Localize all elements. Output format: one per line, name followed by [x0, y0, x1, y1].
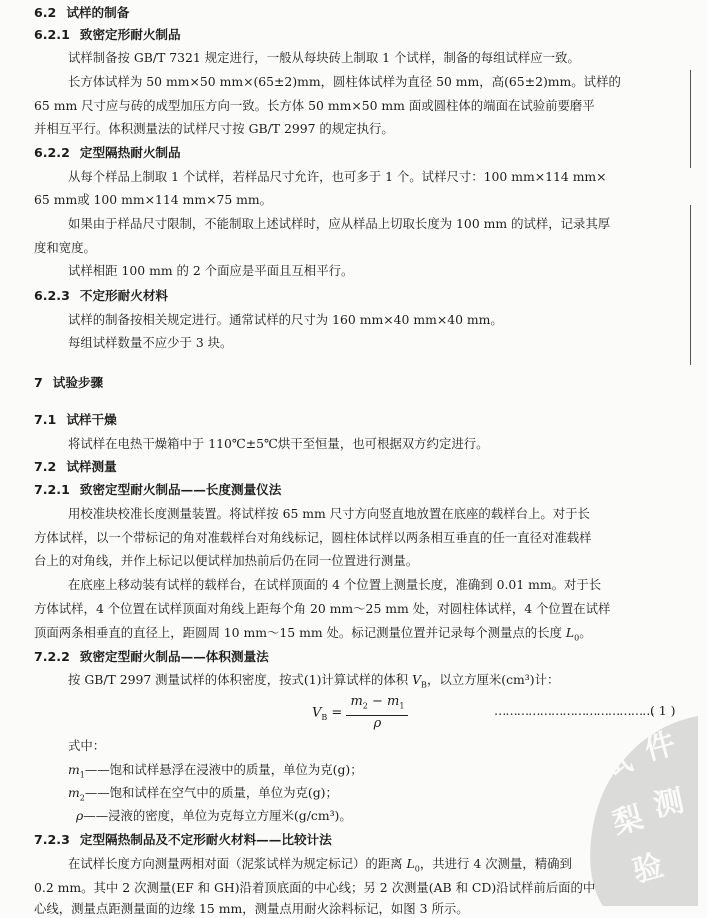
- where-label: 式中：: [68, 738, 106, 753]
- paragraph-line: 65 mm 尺寸应与砖的成型加压方向一致。长方体 50 mm×50 mm 面或圆柱体的端面在试验前要磨平: [34, 98, 595, 113]
- heading-6-2: 6.2 试样的制备: [34, 5, 130, 20]
- paragraph-line: 试样的制备按相关规定进行。通常试样的尺寸为 160 mm×40 mm×40 mm。: [68, 312, 503, 327]
- paragraph-line: 台上的对角线，并作上标记以便试样加热前后仍在同一位置进行测量。: [34, 553, 419, 568]
- paragraph-line: 每组试样数量不应少于 3 块。: [68, 335, 233, 350]
- definition-m1: $m_1——$饱和试样悬浮在浸液中的质量，单位为克(g)；: [68, 762, 363, 780]
- paragraph-line: 方体试样，以一个带标记的角对准载样台对角线标记，圆柱体试样以两条相互垂直的任一直径对准载样: [34, 530, 592, 545]
- formula-leader-dots: ……………………………………: [494, 703, 654, 718]
- paragraph-line: 长方体试样为 50 mm×50 mm×(65±2)mm，圆柱体试样为直径 50 mm，高(65±2)mm。试样的: [68, 74, 621, 89]
- watermark-stamp: [548, 696, 698, 906]
- paragraph-line: 将试样在电热干燥箱中于 110℃±5℃烘干至恒量，也可根据双方约定进行。: [68, 436, 489, 451]
- paragraph-line: 按 GB/T 2997 测量试样的体积密度，按式(1)计算试样的体积 $V_B$，以立方厘米(cm³)计：: [68, 672, 560, 690]
- paragraph-line: 0.2 mm。其中 2 次测量(EF 和 GH)沿着顶底面的中心线；另 2 次测量(AB 和 CD)沿试样前后面的中: [34, 880, 596, 895]
- paragraph-line: 度和宽度。: [34, 240, 96, 255]
- formula-number: ( 1 ): [650, 703, 676, 718]
- paragraph-line: 试样制备按 GB/T 7321 规定进行，一般从每块砖上制取 1 个试样，制备的每组试样应一致。: [68, 50, 580, 65]
- paragraph-line: 65 mm或 100 mm×114 mm×75 mm。: [34, 192, 273, 207]
- paragraph-line: 如果由于样品尺寸限制，不能制取上述试样时，应从样品上切取长度为 100 mm 的试样，记录其厚: [68, 216, 611, 231]
- definition-rho: ρ——浸液的密度，单位为克每立方厘米(g/cm³)。: [76, 808, 352, 823]
- paragraph-line: 顶面两条相垂直的直径上，距圆周 10 mm～15 mm 处。标记测量位置并记录每个测量点的长度 $L_0$。: [34, 625, 592, 643]
- paragraph-line: 试样相距 100 mm 的 2 个面应是平面且互相平行。: [68, 263, 354, 278]
- heading-6-2-2: 6.2.2 定型隔热耐火制品: [34, 145, 181, 160]
- heading-7-2-1: 7.2.1 致密定型耐火制品——长度测量仪法: [34, 482, 282, 497]
- paragraph-line: 在试样长度方向测量两相对面（泥浆试样为规定标记）的距离 $L_0$，共进行 4 次测量，精确到: [68, 856, 572, 874]
- heading-7-2-2: 7.2.2 致密定型耐火制品——体积测量法: [34, 649, 269, 664]
- heading-7-1: 7.1 试样干燥: [34, 412, 117, 427]
- paragraph-line: 并相互平行。体积测量法的试样尺寸按 GB/T 2997 的规定执行。: [34, 121, 394, 136]
- paragraph-line: 心线，测量点距测量面的边缘 15 mm，测量点用耐火涂料标记，如图 3 所示。: [34, 901, 469, 916]
- svg-text:件: 件: [641, 726, 680, 768]
- paragraph-line: 用校准块校准长度测量装置。将试样按 65 mm 尺寸方向竖直地放置在底座的载样台上。对于长: [68, 506, 590, 521]
- definition-m2: $m_2——$饱和试样在空气中的质量，单位为克(g)；: [68, 785, 338, 803]
- svg-text:试: 试: [596, 742, 637, 786]
- paragraph-line: 方体试样，4 个位置在试样顶面对角线上距每个角 20 mm～25 mm 处，对圆柱体试样，4 个位置在试样: [34, 601, 611, 616]
- heading-6-2-3: 6.2.3 不定形耐火材料: [34, 288, 169, 303]
- svg-text:梨: 梨: [609, 800, 648, 842]
- heading-7: 7 试验步骤: [34, 375, 104, 390]
- heading-7-2-3: 7.2.3 定型隔热制品及不定形耐火材料——比较计法: [34, 832, 332, 847]
- svg-text:测: 测: [650, 783, 688, 824]
- heading-6-2-1: 6.2.1 致密定形耐火制品: [34, 27, 181, 42]
- change-bar: [690, 70, 691, 168]
- heading-7-2: 7.2 试样测量: [34, 459, 117, 474]
- paragraph-line: 在底座上移动装有试样的载样台，在试样顶面的 4 个位置上测量长度，准确到 0.01 mm。对于长: [68, 577, 602, 592]
- change-bar: [690, 205, 691, 365]
- paragraph-line: 从每个样品上制取 1 个试样，若样品尺寸允许，也可多于 1 个。试样尺寸：100 mm×114 mm×: [68, 169, 607, 184]
- volume-formula: $V_B$ = $\frac{m_2 - m_1}{\rho}$: [312, 694, 408, 732]
- svg-text:验: 验: [629, 848, 668, 890]
